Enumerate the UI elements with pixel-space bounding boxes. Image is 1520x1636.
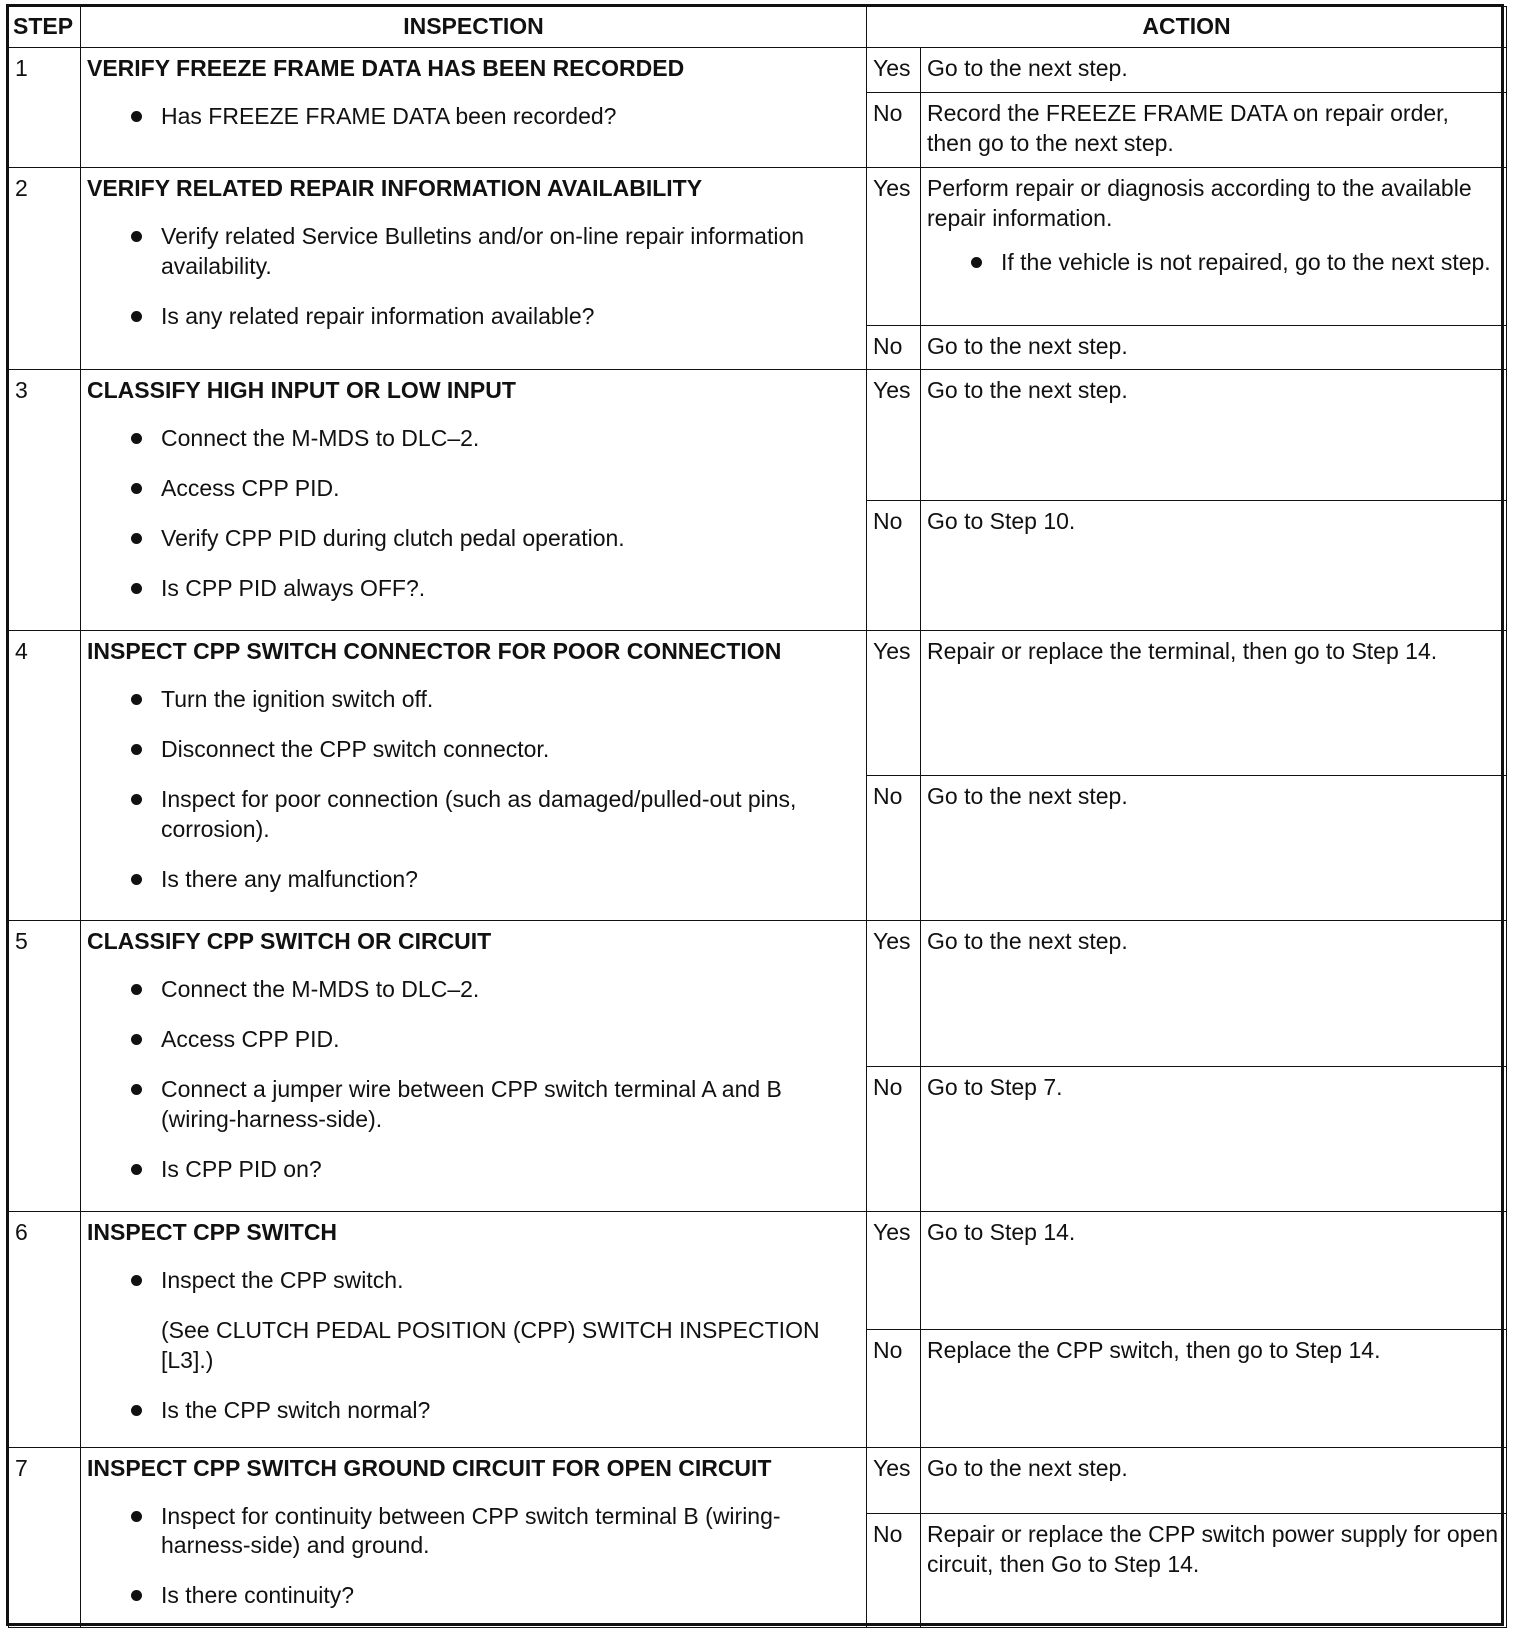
no-label: No xyxy=(867,500,921,631)
bullet-item: Is the CPP switch normal? xyxy=(131,1396,860,1426)
yes-action: Go to Step 14. xyxy=(921,1212,1507,1329)
bullet-item: Connect the M-MDS to DLC–2. xyxy=(131,424,860,454)
bullet-list xyxy=(87,102,860,132)
table-row xyxy=(9,168,1507,325)
no-action: Go to Step 7. xyxy=(921,1067,1507,1212)
bullet-item: Access CPP PID. xyxy=(131,1025,860,1055)
header-action: ACTION xyxy=(867,7,1507,48)
yes-action: Repair or replace the terminal, then go to Step 14. xyxy=(921,631,1507,776)
bullet-item: Is CPP PID always OFF?. xyxy=(131,574,860,604)
bullet-item: Is CPP PID on? xyxy=(131,1155,860,1185)
bullet-item: Turn the ignition switch off. xyxy=(131,685,860,715)
step-number: 4 xyxy=(9,631,81,921)
step-number: 6 xyxy=(9,1212,81,1447)
bullet-item: Inspect for poor connection (such as damaged/pulled-out pins, corrosion). xyxy=(131,785,860,845)
diagnostic-table xyxy=(8,6,1507,1628)
bullet-item: Is there continuity? xyxy=(131,1581,860,1611)
inspection-cell xyxy=(81,48,867,168)
step-title: CLASSIFY CPP SWITCH OR CIRCUIT xyxy=(87,928,492,955)
table-row xyxy=(9,370,1507,501)
inspection-cell xyxy=(81,1447,867,1627)
no-label: No xyxy=(867,92,921,167)
bullet-list xyxy=(87,975,860,1184)
yes-label: Yes xyxy=(867,1212,921,1329)
bullet-item: Has FREEZE FRAME DATA been recorded? xyxy=(131,102,860,132)
bullet-item: Inspect for continuity between CPP switch terminal B (wiring-harness-side) and ground. xyxy=(131,1502,860,1562)
no-action: Repair or replace the CPP switch power supply for open circuit, then Go to Step 14. xyxy=(921,1513,1507,1627)
yes-action: Go to the next step. xyxy=(921,921,1507,1067)
step-number: 5 xyxy=(9,921,81,1212)
bullet-list xyxy=(87,424,860,604)
step-title: INSPECT CPP SWITCH xyxy=(87,1219,338,1246)
bullet-item: Verify related Service Bulletins and/or on-line repair information availability. xyxy=(131,222,860,282)
bullet-item: Disconnect the CPP switch connector. xyxy=(131,735,860,765)
bullet-list xyxy=(87,222,860,332)
no-label: No xyxy=(867,776,921,921)
reference-note: (See CLUTCH PEDAL POSITION (CPP) SWITCH INSPECTION [L3].) xyxy=(161,1317,820,1374)
table-row xyxy=(9,631,1507,776)
step-number: 3 xyxy=(9,370,81,631)
yes-action: Go to the next step. xyxy=(921,1447,1507,1513)
yes-action: Go to the next step. xyxy=(921,370,1507,501)
bullet-item: Connect the M-MDS to DLC–2. xyxy=(131,975,860,1005)
no-action: Go to Step 10. xyxy=(921,500,1507,631)
no-action: Replace the CPP switch, then go to Step 14. xyxy=(921,1329,1507,1447)
bullet-list xyxy=(87,1396,860,1426)
bullet-item: Connect a jumper wire between CPP switch terminal A and B (wiring-harness-side). xyxy=(131,1075,860,1135)
bullet-list xyxy=(87,1266,860,1296)
bullet-item: Verify CPP PID during clutch pedal operation. xyxy=(131,524,860,554)
no-action: Go to the next step. xyxy=(921,325,1507,369)
yes-action: Go to the next step. xyxy=(921,48,1507,92)
step-number: 7 xyxy=(9,1447,81,1627)
bullet-item: Access CPP PID. xyxy=(131,474,860,504)
table-row xyxy=(9,48,1507,92)
yes-action: Perform repair or diagnosis according to the available repair information. xyxy=(927,175,1472,232)
table-row xyxy=(9,1447,1507,1513)
step-number: 1 xyxy=(9,48,81,168)
header-inspection: INSPECTION xyxy=(81,7,867,48)
step-title: VERIFY RELATED REPAIR INFORMATION AVAILABILITY xyxy=(87,175,703,202)
yes-label: Yes xyxy=(867,631,921,776)
yes-label: Yes xyxy=(867,921,921,1067)
inspection-cell xyxy=(81,1212,867,1447)
bullet-item: Is there any malfunction? xyxy=(131,865,860,895)
bullet-list xyxy=(87,685,860,894)
yes-action-cell xyxy=(921,168,1507,325)
no-label: No xyxy=(867,1067,921,1212)
header-row xyxy=(9,7,1507,48)
no-action: Go to the next step. xyxy=(921,776,1507,921)
bullet-list xyxy=(87,1502,860,1612)
no-label: No xyxy=(867,1329,921,1447)
step-title: INSPECT CPP SWITCH CONNECTOR FOR POOR CONNECTION xyxy=(87,638,782,665)
step-number: 2 xyxy=(9,168,81,370)
yes-label: Yes xyxy=(867,1447,921,1513)
no-label: No xyxy=(867,325,921,369)
header-step: STEP xyxy=(9,7,81,48)
step-title: CLASSIFY HIGH INPUT OR LOW INPUT xyxy=(87,377,516,404)
yes-label: Yes xyxy=(867,48,921,92)
no-label: No xyxy=(867,1513,921,1627)
table-row xyxy=(9,921,1507,1067)
table-row xyxy=(9,1212,1507,1329)
sub-bullet-list xyxy=(927,248,1500,278)
inspection-cell xyxy=(81,168,867,370)
bullet-item: Inspect the CPP switch. xyxy=(131,1266,860,1296)
bullet-item: Is any related repair information available? xyxy=(131,302,860,332)
inspection-cell xyxy=(81,921,867,1212)
sub-bullet-item: If the vehicle is not repaired, go to the next step. xyxy=(971,248,1500,278)
yes-label: Yes xyxy=(867,370,921,501)
inspection-cell xyxy=(81,631,867,921)
step-title: VERIFY FREEZE FRAME DATA HAS BEEN RECORDED xyxy=(87,55,685,82)
step-title: INSPECT CPP SWITCH GROUND CIRCUIT FOR OPEN CIRCUIT xyxy=(87,1454,772,1481)
yes-label: Yes xyxy=(867,168,921,325)
inspection-cell xyxy=(81,370,867,631)
no-action: Record the FREEZE FRAME DATA on repair order, then go to the next step. xyxy=(921,92,1507,167)
